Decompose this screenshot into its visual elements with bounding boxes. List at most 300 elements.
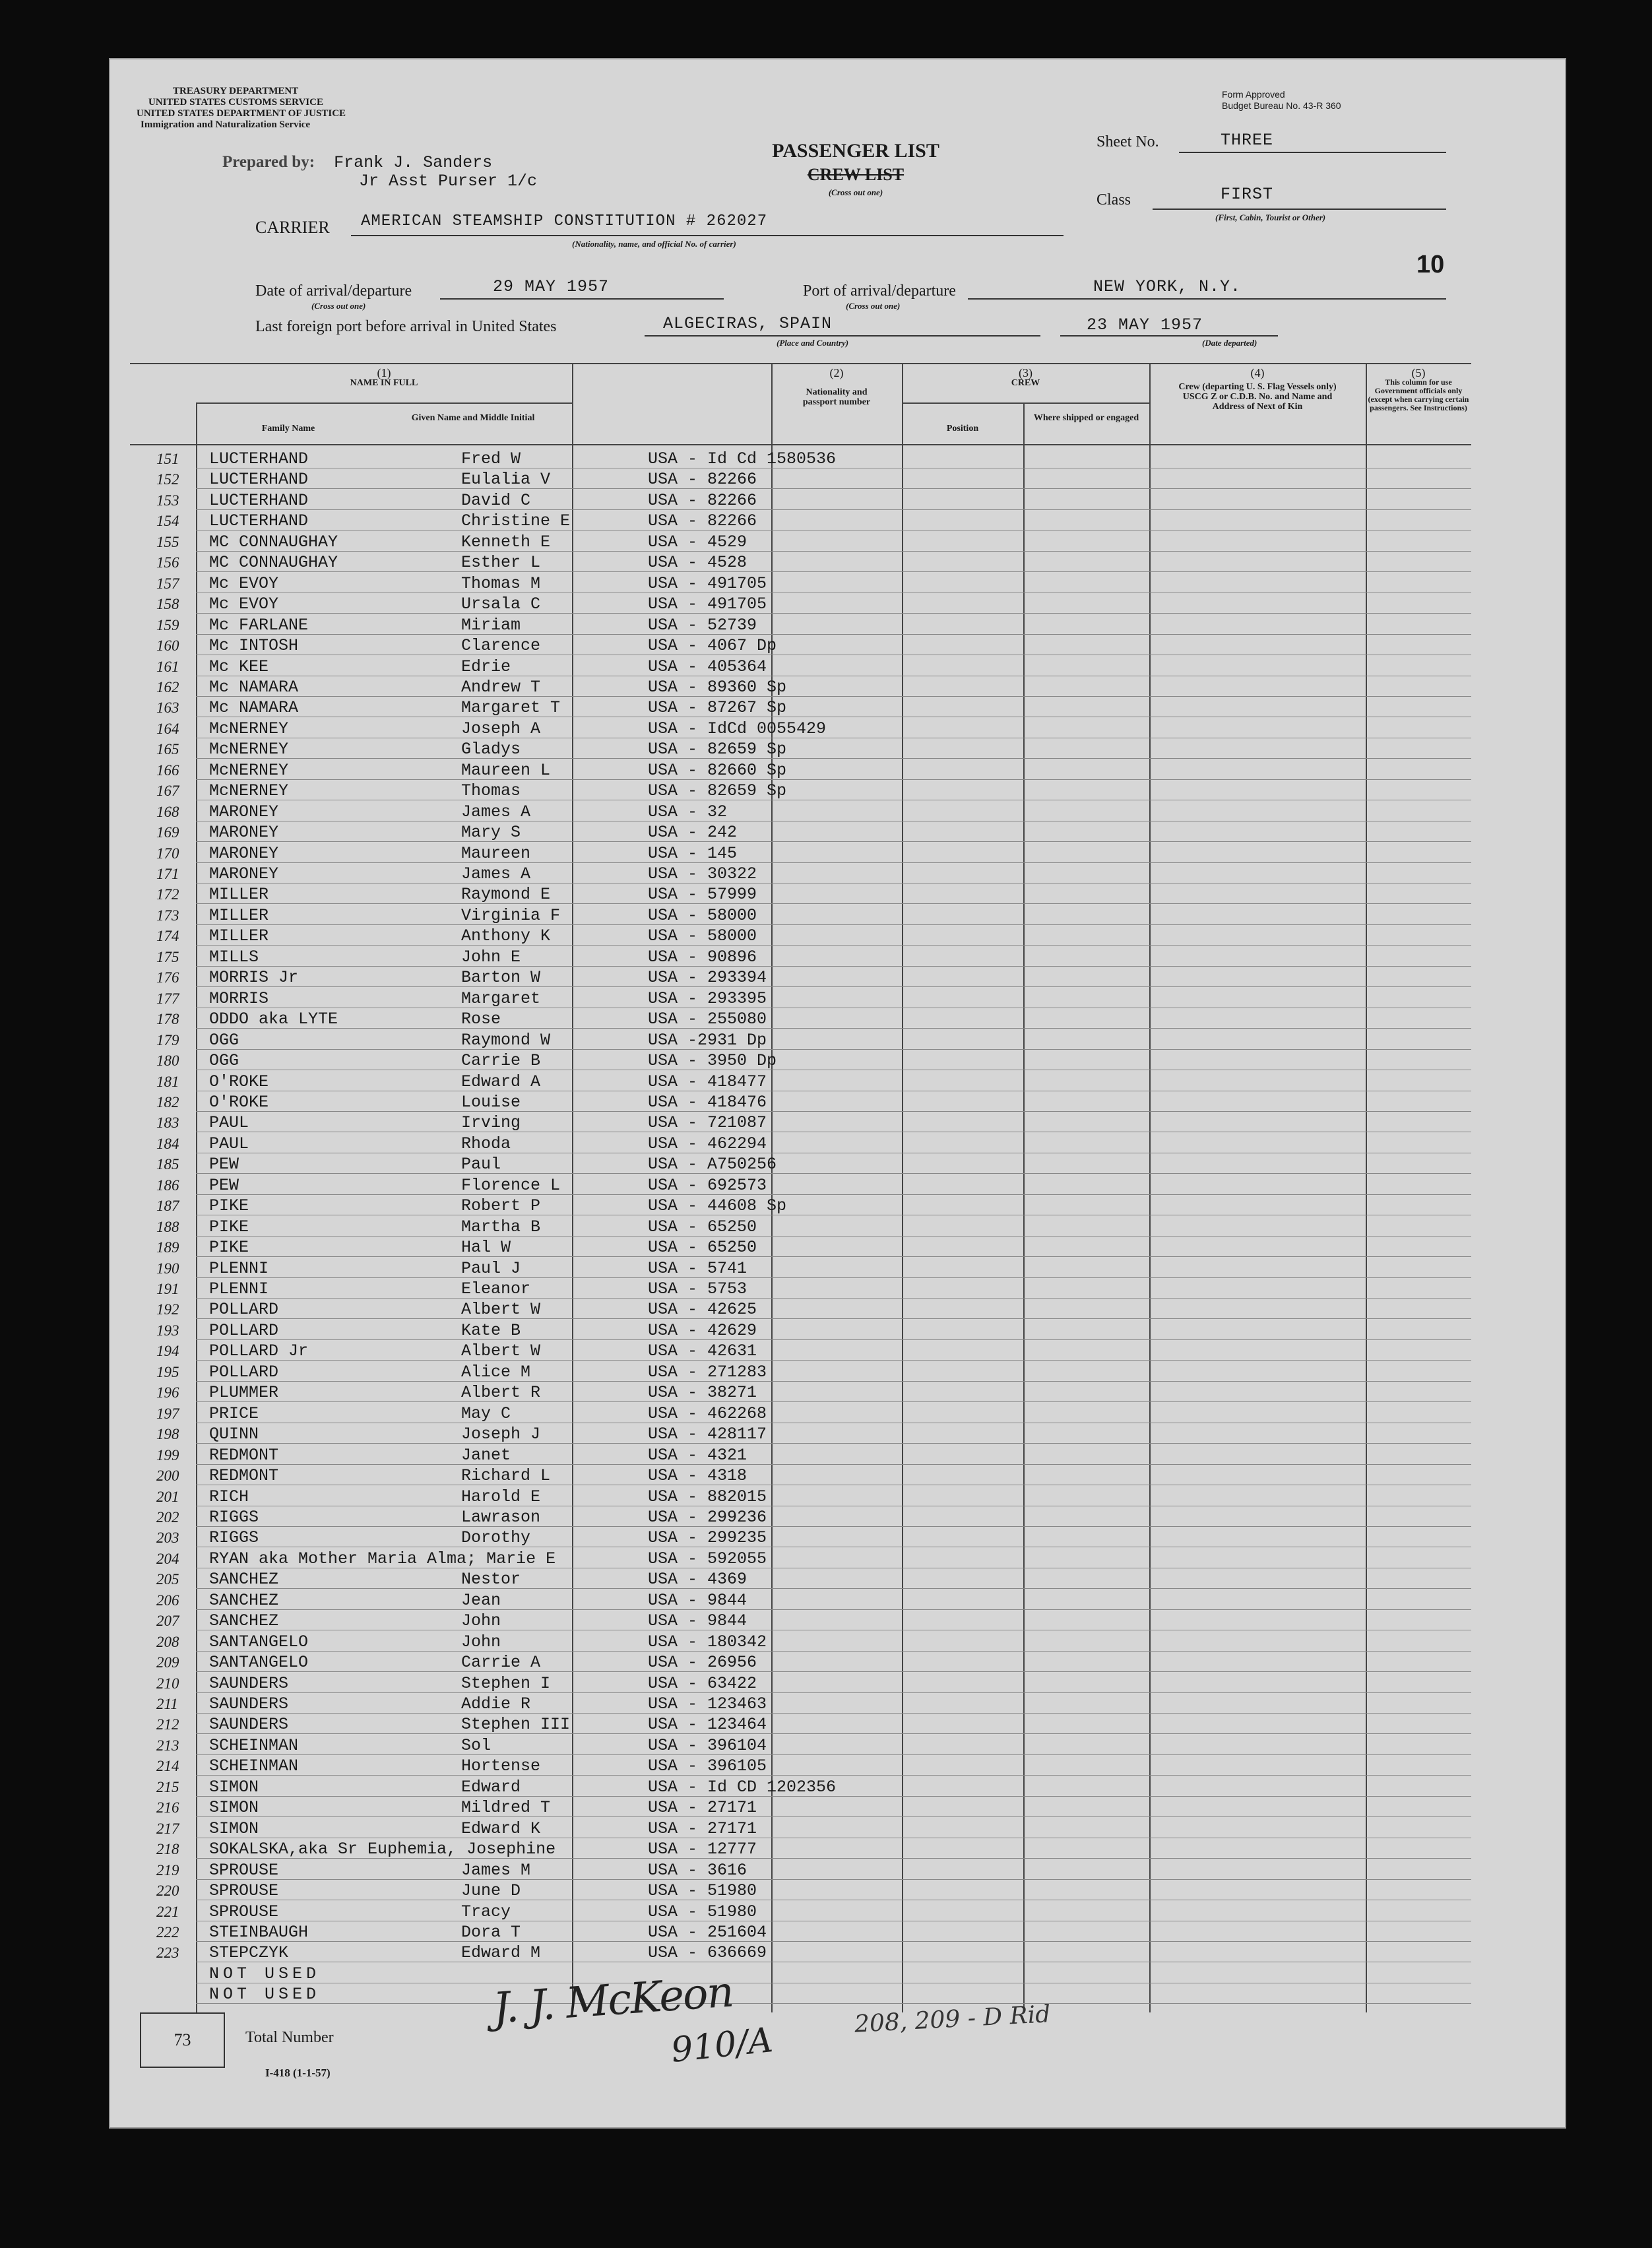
row-number: 216 <box>156 1799 179 1816</box>
arrival-date-value: 29 MAY 1957 <box>493 277 610 296</box>
agency-line: Immigration and Naturalization Service <box>141 119 311 130</box>
given-name: Alice M <box>461 1362 531 1382</box>
family-name: QUINN <box>209 1425 259 1444</box>
given-name: Christine E <box>461 511 571 531</box>
passport-number: USA - 636669 <box>648 1943 767 1963</box>
family-name: POLLARD <box>209 1362 279 1382</box>
col-where-shipped: Where shipped or engaged <box>1033 413 1139 423</box>
row-number: 214 <box>156 1758 179 1775</box>
given-name: Anthony K <box>461 926 551 946</box>
given-name: Edward A <box>461 1072 541 1091</box>
passport-number: USA - 592055 <box>648 1549 767 1568</box>
row-number: 155 <box>156 533 179 550</box>
row-number: 191 <box>156 1281 179 1297</box>
given-name: John <box>461 1611 501 1631</box>
port-label: Port of arrival/departure <box>803 282 956 300</box>
given-name: Esther L <box>461 553 541 573</box>
row-number: 199 <box>156 1446 179 1463</box>
family-name: McNERNEY <box>209 760 289 780</box>
family-name: SIMON <box>209 1798 259 1818</box>
family-name: SAUNDERS <box>209 1673 289 1693</box>
family-name: MARONEY <box>209 843 279 863</box>
family-name: MILLER <box>209 926 269 946</box>
family-name: O'ROKE <box>209 1092 269 1112</box>
row-number: 189 <box>156 1239 179 1256</box>
passport-number: USA - 145 <box>648 843 738 863</box>
row-number: 207 <box>156 1613 179 1630</box>
given-name: Hortense <box>461 1756 541 1776</box>
given-name: Gladys <box>461 740 521 759</box>
row-number: 205 <box>156 1571 179 1588</box>
family-name: POLLARD <box>209 1300 279 1320</box>
passport-number: USA - 293395 <box>648 988 767 1008</box>
passenger-list-form <box>109 58 1566 2129</box>
row-number: 169 <box>156 824 179 841</box>
row-number: 188 <box>156 1218 179 1235</box>
given-name: Nestor <box>461 1570 521 1590</box>
col-family-name: Family Name <box>261 424 315 434</box>
row-number: 158 <box>156 596 179 613</box>
family-name: SCHEINMAN <box>209 1735 299 1755</box>
row-number: 195 <box>156 1363 179 1380</box>
given-name: June D <box>461 1881 521 1901</box>
passport-number: USA - 9844 <box>648 1611 747 1631</box>
carrier-label: CARRIER <box>255 218 330 237</box>
passport-number: USA - 293394 <box>648 968 767 988</box>
given-name: Albert W <box>461 1341 541 1361</box>
passport-number: USA - 42625 <box>648 1300 757 1320</box>
form-approval <box>1222 89 1341 112</box>
given-name: Eulalia V <box>461 470 551 490</box>
family-name: POLLARD Jr <box>209 1341 309 1361</box>
passport-number: USA - 87267 Sp <box>648 698 787 718</box>
row-number: 157 <box>156 575 179 592</box>
given-name: Dora T <box>461 1922 521 1942</box>
passport-number: USA - 4318 <box>648 1466 747 1486</box>
given-name: Mary S <box>461 823 521 843</box>
family-name: SAUNDERS <box>209 1715 289 1735</box>
family-name: NOT USED <box>209 1985 321 2005</box>
passport-number: USA - 462294 <box>648 1134 767 1153</box>
family-name: MORRIS Jr <box>209 968 299 988</box>
col5-header <box>1366 368 1471 412</box>
row-number: 178 <box>156 1011 179 1028</box>
passport-number: USA - 82266 <box>648 511 757 531</box>
family-name: SANCHEZ <box>209 1590 279 1610</box>
col4-number: (4) <box>1250 366 1265 379</box>
row-number: 154 <box>156 513 179 530</box>
given-name: Edrie <box>461 657 511 676</box>
family-name: RICH <box>209 1487 249 1506</box>
given-name: Rhoda <box>461 1134 511 1153</box>
handwritten-annotation: 208, 209 - D Rid <box>854 2001 1052 2038</box>
row-number: 221 <box>156 1903 179 1920</box>
row-number: 151 <box>156 451 179 467</box>
passport-number: USA - 251604 <box>648 1922 767 1942</box>
class-note: (First, Cabin, Tourist or Other) <box>1215 212 1326 222</box>
given-name: Martha B <box>461 1217 541 1236</box>
col4-header <box>1149 368 1366 412</box>
row-number: 171 <box>156 866 179 882</box>
col3-title: CREW <box>1011 378 1040 388</box>
family-name: SPROUSE <box>209 1860 279 1880</box>
passport-number: USA - 65250 <box>648 1238 757 1258</box>
family-name: REDMONT <box>209 1466 279 1486</box>
given-name: Barton W <box>461 968 541 988</box>
prepared-by-title: Jr Asst Purser 1/c <box>359 172 538 191</box>
family-name: PAUL <box>209 1113 249 1133</box>
passport-number: USA - 4321 <box>648 1445 747 1465</box>
given-name: Richard L <box>461 1466 551 1486</box>
given-name: Clarence <box>461 636 541 656</box>
row-number: 184 <box>156 1135 179 1152</box>
row-number: 186 <box>156 1176 179 1194</box>
last-port-label: Last foreign port before arrival in United States <box>255 318 557 335</box>
agency-line: UNITED STATES DEPARTMENT OF JUSTICE <box>137 108 346 119</box>
passport-number: USA - IdCd 0055429 <box>648 719 827 738</box>
given-name: Fred W <box>461 449 521 468</box>
passport-number: USA - 82266 <box>648 490 757 510</box>
row-number: 182 <box>156 1093 179 1110</box>
passport-number: USA - 418476 <box>648 1092 767 1112</box>
family-name: LUCTERHAND <box>209 511 309 531</box>
class-value: FIRST <box>1221 185 1274 204</box>
row-number: 213 <box>156 1737 179 1754</box>
given-name: Mildred T <box>461 1798 551 1818</box>
col1-title: NAME IN FULL <box>350 378 418 388</box>
given-name: Kate B <box>461 1320 521 1340</box>
row-number: 197 <box>156 1405 179 1422</box>
col1-number: (1) <box>377 366 391 379</box>
list-subtitle: CREW LIST <box>807 165 905 184</box>
row-number: 202 <box>156 1508 179 1525</box>
family-name: LUCTERHAND <box>209 490 309 510</box>
passport-number: USA - 882015 <box>648 1487 767 1506</box>
sheet-value: THREE <box>1221 131 1274 150</box>
passport-number: USA - 44608 Sp <box>648 1196 787 1216</box>
family-name: SANCHEZ <box>209 1570 279 1590</box>
row-number: 203 <box>156 1529 179 1547</box>
passport-number: USA - 32 <box>648 802 728 821</box>
family-name: STEPCZYK <box>209 1943 289 1963</box>
passport-number: USA - 271283 <box>648 1362 767 1382</box>
given-name: Joseph J <box>461 1425 541 1444</box>
given-name: Robert P <box>461 1196 541 1216</box>
family-name: PEW <box>209 1175 239 1195</box>
passport-number: USA - 12777 <box>648 1840 757 1859</box>
form-code: I-418 (1-1-57) <box>265 2067 331 2079</box>
passport-number: USA - 82660 Sp <box>648 760 787 780</box>
passport-number: USA - 255080 <box>648 1010 767 1029</box>
row-number: 164 <box>156 720 179 737</box>
family-name: PIKE <box>209 1196 249 1216</box>
passport-number: USA - 3950 Dp <box>648 1051 777 1071</box>
given-name: Paul J <box>461 1258 521 1278</box>
passport-number: USA - 51980 <box>648 1902 757 1921</box>
given-name: John <box>461 1632 501 1652</box>
col3-header <box>902 368 1149 388</box>
family-name: SPROUSE <box>209 1881 279 1901</box>
family-name: Mc EVOY <box>209 594 279 614</box>
given-name: David C <box>461 490 531 510</box>
passport-number: USA - 51980 <box>648 1881 757 1901</box>
col5-number: (5) <box>1411 366 1426 379</box>
family-name: McNERNEY <box>209 719 289 738</box>
passport-number: USA - 30322 <box>648 864 757 883</box>
given-name: Raymond W <box>461 1030 551 1050</box>
given-name: Stephen I <box>461 1673 551 1693</box>
agency-block <box>137 86 346 131</box>
passport-number: USA - 491705 <box>648 573 767 593</box>
given-name: James A <box>461 802 531 821</box>
passport-number: USA - 42629 <box>648 1320 757 1340</box>
passport-number: USA - 692573 <box>648 1175 767 1195</box>
row-number: 190 <box>156 1260 179 1277</box>
row-number: 175 <box>156 948 179 965</box>
row-number: 215 <box>156 1778 179 1795</box>
row-number: 177 <box>156 990 179 1007</box>
passport-number: USA -2931 Dp <box>648 1030 767 1050</box>
passport-number: USA - 82266 <box>648 470 757 490</box>
row-number: 161 <box>156 658 179 675</box>
family-name: MILLER <box>209 885 269 905</box>
total-value: 73 <box>174 2030 191 2049</box>
col3-number: (3) <box>1019 366 1032 379</box>
family-name: LUCTERHAND <box>209 470 309 490</box>
family-name: PLENNI <box>209 1279 269 1299</box>
row-number: 176 <box>156 969 179 986</box>
given-name: Florence L <box>461 1175 561 1195</box>
passport-number: USA - 721087 <box>648 1113 767 1133</box>
family-name: Mc EVOY <box>209 573 279 593</box>
given-name: Dorothy <box>461 1528 531 1548</box>
given-name: Jean <box>461 1590 501 1610</box>
family-name: MILLS <box>209 947 259 967</box>
col2-number: (2) <box>829 366 844 379</box>
family-name: McNERNEY <box>209 781 289 801</box>
class-label: Class <box>1096 191 1131 209</box>
family-name: PLUMMER <box>209 1383 279 1403</box>
passport-number: USA - 180342 <box>648 1632 767 1652</box>
family-name: SPROUSE <box>209 1902 279 1921</box>
family-name: PAUL <box>209 1134 249 1153</box>
given-name: Tracy <box>461 1902 511 1921</box>
total-label: Total Number <box>245 2029 334 2046</box>
given-name: Thomas M <box>461 573 541 593</box>
row-number: 166 <box>156 761 179 779</box>
given-name: Sol <box>461 1735 492 1755</box>
passport-number: USA - 5741 <box>648 1258 747 1278</box>
family-name: Mc FARLANE <box>209 615 309 635</box>
passport-number: USA - 57999 <box>648 885 757 905</box>
passport-number: USA - 27171 <box>648 1798 757 1818</box>
family-name: LUCTERHAND <box>209 449 309 468</box>
row-number: 208 <box>156 1633 179 1650</box>
carrier-value: AMERICAN STEAMSHIP CONSTITUTION # 262027 <box>361 212 768 230</box>
given-name: Carrie B <box>461 1051 541 1071</box>
family-name: RYAN aka Mother Maria Alma; Marie E <box>209 1549 556 1568</box>
row-number: 152 <box>156 471 179 488</box>
given-name: Miriam <box>461 615 521 635</box>
family-name: MILLER <box>209 905 269 925</box>
family-name: SANCHEZ <box>209 1611 279 1631</box>
family-name: O'ROKE <box>209 1072 269 1091</box>
family-name: Mc KEE <box>209 657 269 676</box>
family-name: MC CONNAUGHAY <box>209 532 338 552</box>
row-number: 204 <box>156 1550 179 1567</box>
agency-line: TREASURY DEPARTMENT <box>173 86 299 96</box>
passport-number: USA - 26956 <box>648 1653 757 1673</box>
family-name: RIGGS <box>209 1507 259 1527</box>
row-number: 193 <box>156 1322 179 1339</box>
given-name: May C <box>461 1403 511 1423</box>
family-name: POLLARD <box>209 1320 279 1340</box>
passport-number: USA - 123463 <box>648 1694 767 1714</box>
row-number: 180 <box>156 1052 179 1070</box>
prepared-by <box>222 153 492 172</box>
given-name: Edward <box>461 1777 521 1797</box>
passport-number: USA - 396105 <box>648 1756 767 1776</box>
family-name: REDMONT <box>209 1445 279 1465</box>
passport-number: USA - Id CD 1202356 <box>648 1777 837 1797</box>
passport-number: USA - 58000 <box>648 905 757 925</box>
family-name: Mc NAMARA <box>209 698 299 718</box>
family-name: SANTANGELO <box>209 1632 309 1652</box>
last-port-value: ALGECIRAS, SPAIN <box>663 314 833 333</box>
family-name: STEINBAUGH <box>209 1922 309 1942</box>
given-name: Margaret <box>461 988 541 1008</box>
arrival-date-label: Date of arrival/departure <box>255 282 412 300</box>
passport-number: USA - 396104 <box>648 1735 767 1755</box>
given-name: Virginia F <box>461 905 561 925</box>
given-name: Andrew T <box>461 677 541 697</box>
family-name: MARONEY <box>209 864 279 883</box>
cross-out-note: (Cross out one) <box>828 187 883 197</box>
family-name: SANTANGELO <box>209 1653 309 1673</box>
list-title: PASSENGER LIST <box>772 140 939 162</box>
row-number: 156 <box>156 554 179 571</box>
row-number: 200 <box>156 1467 179 1485</box>
row-number: 183 <box>156 1114 179 1132</box>
row-number: 187 <box>156 1198 179 1215</box>
row-number: 162 <box>156 678 179 695</box>
passport-number: USA - Id Cd 1580536 <box>648 449 837 468</box>
row-number: 170 <box>156 845 179 862</box>
row-number: 179 <box>156 1031 179 1048</box>
passport-number: USA - 5753 <box>648 1279 747 1299</box>
given-name: Raymond E <box>461 885 551 905</box>
given-name: Joseph A <box>461 719 541 738</box>
row-number: 173 <box>156 907 179 924</box>
row-number: 206 <box>156 1591 179 1609</box>
row-number: 160 <box>156 637 179 655</box>
row-number: 194 <box>156 1343 179 1360</box>
given-name: Addie R <box>461 1694 531 1714</box>
passport-number: USA - 4067 Dp <box>648 636 777 656</box>
carrier-note: (Nationality, name, and official No. of carrier) <box>572 239 736 249</box>
given-name: Stephen III <box>461 1715 571 1735</box>
passport-number: USA - 4369 <box>648 1570 747 1590</box>
given-name: Albert R <box>461 1383 541 1403</box>
family-name: MARONEY <box>209 823 279 843</box>
given-name: Lawrason <box>461 1507 541 1527</box>
family-name: SIMON <box>209 1818 259 1838</box>
family-name: MARONEY <box>209 802 279 821</box>
passport-number: USA - 27171 <box>648 1818 757 1838</box>
given-name: Maureen L <box>461 760 551 780</box>
given-name: Maureen <box>461 843 531 863</box>
given-name: Margaret T <box>461 698 561 718</box>
family-name: SOKALSKA,aka Sr Euphemia, Josephine <box>209 1840 556 1859</box>
given-name: Irving <box>461 1113 521 1133</box>
col2-title: Nationality and passport number <box>802 387 871 407</box>
family-name: PRICE <box>209 1403 259 1423</box>
family-name: MORRIS <box>209 988 269 1008</box>
given-name: James M <box>461 1860 531 1880</box>
passport-number: USA - 63422 <box>648 1673 757 1693</box>
row-number: 209 <box>156 1654 179 1671</box>
row-number: 198 <box>156 1426 179 1443</box>
passport-number: USA - 242 <box>648 823 738 843</box>
family-name: SAUNDERS <box>209 1694 289 1714</box>
last-port-date-note: (Date departed) <box>1202 338 1257 348</box>
row-number: 181 <box>156 1073 179 1090</box>
row-number: 167 <box>156 783 179 800</box>
passport-number: USA - A750256 <box>648 1155 777 1174</box>
family-name: NOT USED <box>209 1964 321 1983</box>
given-name: Hal W <box>461 1238 511 1258</box>
col2-header <box>771 368 902 407</box>
approval-line: Form Approved <box>1222 89 1285 100</box>
given-name: Albert W <box>461 1300 541 1320</box>
given-name: Edward M <box>461 1943 541 1963</box>
given-name: Louise <box>461 1092 521 1112</box>
given-name: John E <box>461 947 521 967</box>
row-number: 218 <box>156 1841 179 1858</box>
given-name: Harold E <box>461 1487 541 1506</box>
passport-number: USA - 38271 <box>648 1383 757 1403</box>
given-name: Edward K <box>461 1818 541 1838</box>
passport-number: USA - 428117 <box>648 1425 767 1444</box>
family-name: OGG <box>209 1030 239 1050</box>
given-name: Eleanor <box>461 1279 531 1299</box>
row-number: 210 <box>156 1675 179 1692</box>
passport-number: USA - 3616 <box>648 1860 747 1880</box>
total-box <box>140 2012 225 2068</box>
passport-number: USA - 82659 Sp <box>648 740 787 759</box>
passport-number: USA - 89360 Sp <box>648 677 787 697</box>
family-name: SCHEINMAN <box>209 1756 299 1776</box>
passport-number: USA - 90896 <box>648 947 757 967</box>
page-number: 10 <box>1416 251 1445 278</box>
row-number: 172 <box>156 886 179 903</box>
family-name: PIKE <box>209 1217 249 1236</box>
row-number: 163 <box>156 699 179 717</box>
given-name: Paul <box>461 1155 501 1174</box>
port-value: NEW YORK, N.Y. <box>1093 277 1242 296</box>
family-name: PLENNI <box>209 1258 269 1278</box>
passport-number: USA - 299236 <box>648 1507 767 1527</box>
given-name: Kenneth E <box>461 532 551 552</box>
col-given-name: Given Name and Middle Initial <box>411 413 535 423</box>
family-name: Mc NAMARA <box>209 677 299 697</box>
last-port-date: 23 MAY 1957 <box>1087 315 1203 335</box>
passport-number: USA - 58000 <box>648 926 757 946</box>
passport-number: USA - 299235 <box>648 1528 767 1548</box>
passport-number: USA - 65250 <box>648 1217 757 1236</box>
last-port-note: (Place and Country) <box>777 338 849 348</box>
passport-number: USA - 491705 <box>648 594 767 614</box>
